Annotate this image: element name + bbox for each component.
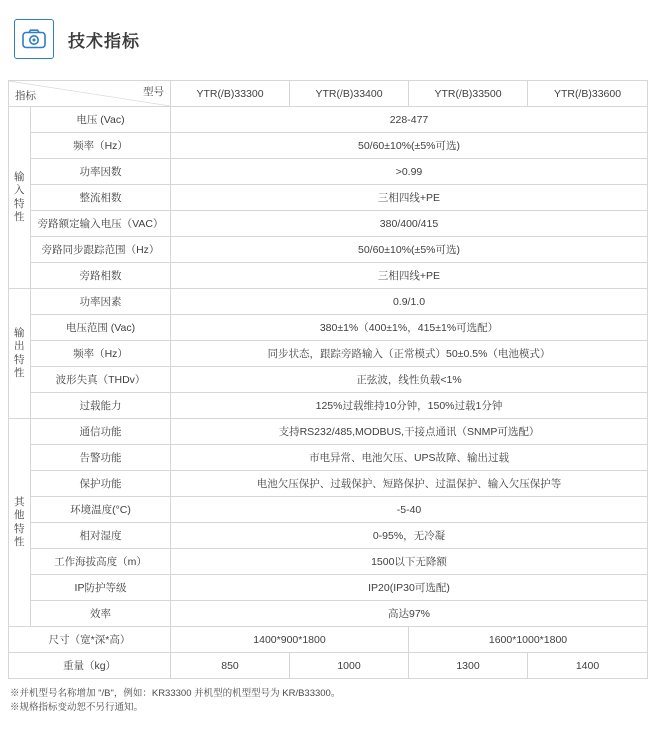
group-char: 入 xyxy=(14,184,25,197)
table-row xyxy=(9,653,648,679)
row-value: 50/60±10%(±5%可选) xyxy=(171,237,648,263)
row-value: IP20(IP30可选配) xyxy=(171,575,648,601)
row-label: 保护功能 xyxy=(31,471,171,497)
footnotes xyxy=(0,679,655,716)
corner-header-cell xyxy=(9,81,171,107)
row-value: 电池欠压保护、过载保护、短路保护、过温保护、输入欠压保护等 xyxy=(171,471,648,497)
group-label-other xyxy=(9,419,31,627)
table-row xyxy=(9,315,648,341)
row-value: 1500以下无降额 xyxy=(171,549,648,575)
row-label: 电压范围 (Vac) xyxy=(31,315,171,341)
row-value: 380/400/415 xyxy=(171,211,648,237)
footnote-1: ※并机型号名称增加 "/B"，例如：KR33300 并机型的机型型号为 KR/B33300。 xyxy=(10,688,341,699)
table-row xyxy=(9,289,648,315)
table-row xyxy=(9,549,648,575)
table-row xyxy=(9,107,648,133)
model-header-3: YTR(/B)33500 xyxy=(409,81,528,107)
row-label: 尺寸（宽*深*高） xyxy=(9,627,171,653)
row-label: 整流相数 xyxy=(31,185,171,211)
row-value: 125%过载维持10分钟，150%过载1分钟 xyxy=(171,393,648,419)
table-row xyxy=(9,263,648,289)
model-header-1: YTR(/B)33300 xyxy=(171,81,290,107)
table-row xyxy=(9,523,648,549)
row-label: 工作海拔高度（m） xyxy=(31,549,171,575)
row-label: 功率因素 xyxy=(31,289,171,315)
group-char: 性 xyxy=(14,535,25,548)
row-value: 50/60±10%(±5%可选) xyxy=(171,133,648,159)
group-char: 性 xyxy=(14,366,25,379)
row-value: 市电异常、电池欠压、UPS故障、输出过载 xyxy=(171,445,648,471)
row-value: 380±1%（400±1%，415±1%可选配） xyxy=(171,315,648,341)
table-row xyxy=(9,367,648,393)
row-label: 环境温度(°C) xyxy=(31,497,171,523)
spec-table xyxy=(8,80,648,679)
table-row xyxy=(9,575,648,601)
group-char: 出 xyxy=(14,340,25,353)
row-value: >0.99 xyxy=(171,159,648,185)
table-row xyxy=(9,159,648,185)
table-header-row xyxy=(9,81,648,107)
table-row xyxy=(9,341,648,367)
group-char: 输 xyxy=(14,327,25,340)
row-label: 旁路同步跟踪范围（Hz） xyxy=(31,237,171,263)
row-value: 1400 xyxy=(528,653,648,679)
row-label: 旁路额定输入电压（VAC） xyxy=(31,211,171,237)
row-label: 效率 xyxy=(31,601,171,627)
table-row xyxy=(9,237,648,263)
table-row xyxy=(9,393,648,419)
group-label-input xyxy=(9,107,31,289)
spec-table-wrapper xyxy=(0,60,655,679)
row-value: 三相四线+PE xyxy=(171,263,648,289)
table-row xyxy=(9,445,648,471)
group-char: 特 xyxy=(14,197,25,210)
table-row xyxy=(9,419,648,445)
model-header-2: YTR(/B)33400 xyxy=(290,81,409,107)
group-char: 特 xyxy=(14,522,25,535)
table-row xyxy=(9,185,648,211)
row-label: 功率因数 xyxy=(31,159,171,185)
spec-camera-icon xyxy=(14,19,54,59)
model-header-4: YTR(/B)33600 xyxy=(528,81,648,107)
footnote-2: ※规格指标变动恕不另行通知。 xyxy=(10,702,144,714)
group-char: 特 xyxy=(14,353,25,366)
row-value: 1600*1000*1800 xyxy=(409,627,648,653)
table-row xyxy=(9,627,648,653)
corner-model-label: 型号 xyxy=(143,86,164,98)
table-row xyxy=(9,211,648,237)
group-char: 他 xyxy=(14,509,25,522)
row-label: 电压 (Vac) xyxy=(31,107,171,133)
page-title: 技术指标 xyxy=(68,31,140,51)
row-label: IP防护等级 xyxy=(31,575,171,601)
row-value: 0.9/1.0 xyxy=(171,289,648,315)
spec-table-body xyxy=(9,107,648,679)
table-row xyxy=(9,471,648,497)
table-row xyxy=(9,601,648,627)
row-value: 正弦波，线性负载<1% xyxy=(171,367,648,393)
table-row xyxy=(9,133,648,159)
row-label: 旁路相数 xyxy=(31,263,171,289)
row-label: 通信功能 xyxy=(31,419,171,445)
row-value: 228-477 xyxy=(171,107,648,133)
row-value: 支持RS232/485,MODBUS,干接点通讯（SNMP可选配） xyxy=(171,419,648,445)
corner-index-label: 指标 xyxy=(15,90,36,102)
row-value: 850 xyxy=(171,653,290,679)
group-char: 输 xyxy=(14,171,25,184)
row-label: 频率（Hz） xyxy=(31,133,171,159)
row-value: 1400*900*1800 xyxy=(171,627,409,653)
row-value: 三相四线+PE xyxy=(171,185,648,211)
row-label: 频率（Hz） xyxy=(31,341,171,367)
row-value: 1000 xyxy=(290,653,409,679)
row-label: 过载能力 xyxy=(31,393,171,419)
row-value: -5-40 xyxy=(171,497,648,523)
table-row xyxy=(9,497,648,523)
row-label: 波形失真（THDv） xyxy=(31,367,171,393)
row-label: 重量（kg） xyxy=(9,653,171,679)
group-label-output xyxy=(9,289,31,419)
row-value: 1300 xyxy=(409,653,528,679)
row-value: 同步状态，跟踪旁路输入（正常模式）50±0.5%（电池模式） xyxy=(171,341,648,367)
group-char: 其 xyxy=(14,496,25,509)
row-value: 高达97% xyxy=(171,601,648,627)
page-header xyxy=(0,0,655,60)
group-char: 性 xyxy=(14,210,25,223)
spec-table-head xyxy=(9,81,648,107)
row-label: 相对湿度 xyxy=(31,523,171,549)
row-label: 告警功能 xyxy=(31,445,171,471)
row-value: 0-95%，无冷凝 xyxy=(171,523,648,549)
